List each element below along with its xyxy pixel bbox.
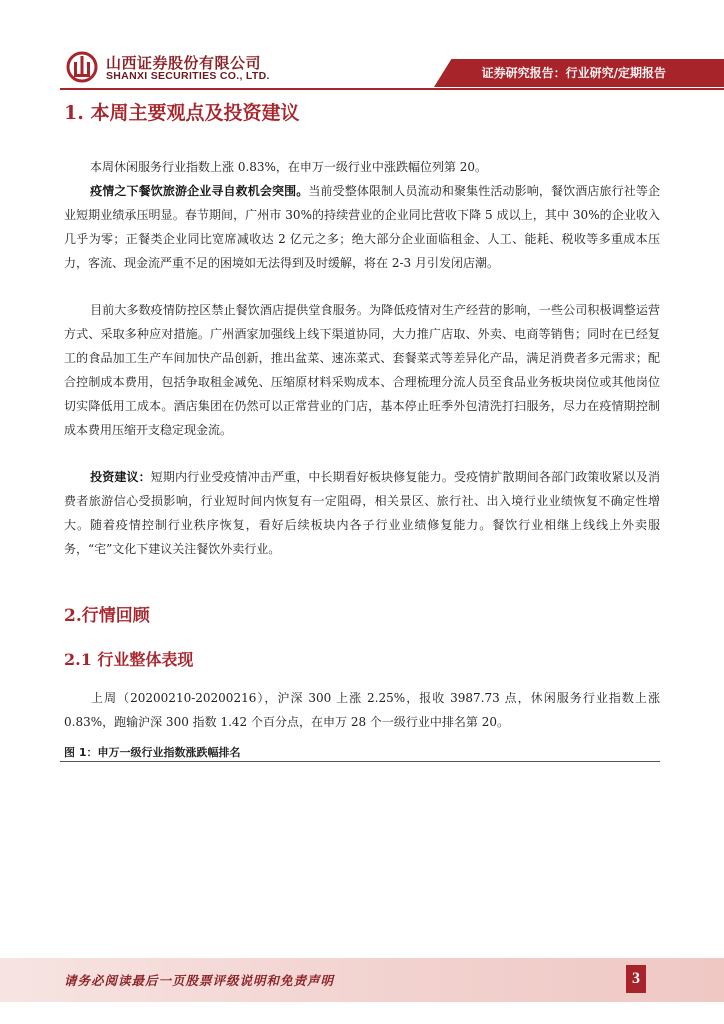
section-2-heading: 2.行情回顾 [64,606,150,626]
report-type-label: 证券研究报告：行业研究/定期报告 [481,66,666,80]
paragraph-text: 本周休闲服务行业指数上涨 0.83%，在申万一级行业中涨跌幅位列第 20。 [90,160,488,174]
section-1-paragraph-3 [64,298,660,442]
company-name-en: SHANXI SECURITIES CO., LTD. [106,70,270,82]
section-2-paragraph-1 [64,686,660,734]
section-1-paragraph-4 [64,465,660,561]
figure-1-caption: 图 1：申万一级行业指数涨跌幅排名 [64,746,241,759]
paragraph-text: 上周（20200210-20200216），沪深 300 上涨 2.25%，报收 3987.73 点，休闲服务行业指数上涨 0.83%，跑输沪深 300 指数 1.42 个百分点，在申万 28 个一级行业中排名第 20。 [64,691,660,729]
paragraph-lead-bold: 投资建议： [90,470,151,484]
page-number: 3 [626,965,646,993]
section-1-paragraph-2 [64,179,660,275]
paragraph-text: 当前受整体限制人员流动和聚集性活动影响，餐饮酒店旅行社等企业短期业绩承压明显。春节期间，广州市 30%的持续营业的企业同比营收下降 5 成以上，其中 30%的企业收入几乎为零；正餐类企业同比宽席减收达 2 亿元之多；绝大部分企业面临租金、人工、能耗、税收等多重成本压力，客流、现金流严重不足的困境如无法得到及时缓解，将在 2-3 月引发闭店潮。 [64,184,660,270]
company-name-cn: 山西证券股份有限公司 [106,54,262,72]
page-header [0,0,724,92]
header-divider [60,88,724,90]
figure-caption-rule [60,761,660,762]
section-1-heading: 1. 本周主要观点及投资建议 [64,102,300,124]
paragraph-text: 短期内行业受疫情冲击严重，中长期看好板块修复能力。受疫情扩散期间各部门政策收紧以及消费者旅游信心受损影响，行业短时间内恢复有一定阻碍，相关景区、旅行社、出入境行业业绩恢复不确定性增大。随着疫情控制行业秩序恢复，看好后续板块内各子行业业绩修复能力。餐饮行业相继上线线上外卖服务，“宅”文化下建议关注餐饮外卖行业。 [64,470,660,556]
shanxi-securities-logo-icon [66,51,98,83]
section-1-paragraph-1 [64,155,660,179]
paragraph-text: 目前大多数疫情防控区禁止餐饮酒店提供堂食服务。为降低疫情对生产经营的影响，一些公司积极调整运营方式、采取多种应对措施。广州酒家加强线上线下渠道协同，大力推广店取、外卖、电商等销售；同时在已经复工的食品加工生产车间加快产品创新，推出盆菜、速冻菜式、套餐菜式等差异化产品，满足消费者多元需求；配合控制成本费用，包括争取租金减免、压缩原材料采购成本、合理梳理分流人员至食品业务板块岗位或其他岗位切实降低用工成本。酒店集团在仍然可以正常营业的门店，基本停止旺季外包清洗打扫服务，尽力在疫情期控制成本费用压缩开支稳定现金流。 [64,303,660,437]
paragraph-lead-bold: 疫情之下餐饮旅游企业寻自救机会突围。 [90,184,309,198]
footer-disclaimer: 请务必阅读最后一页股票评级说明和免责声明 [64,973,335,988]
section-2-1-heading: 2.1 行业整体表现 [64,650,194,669]
